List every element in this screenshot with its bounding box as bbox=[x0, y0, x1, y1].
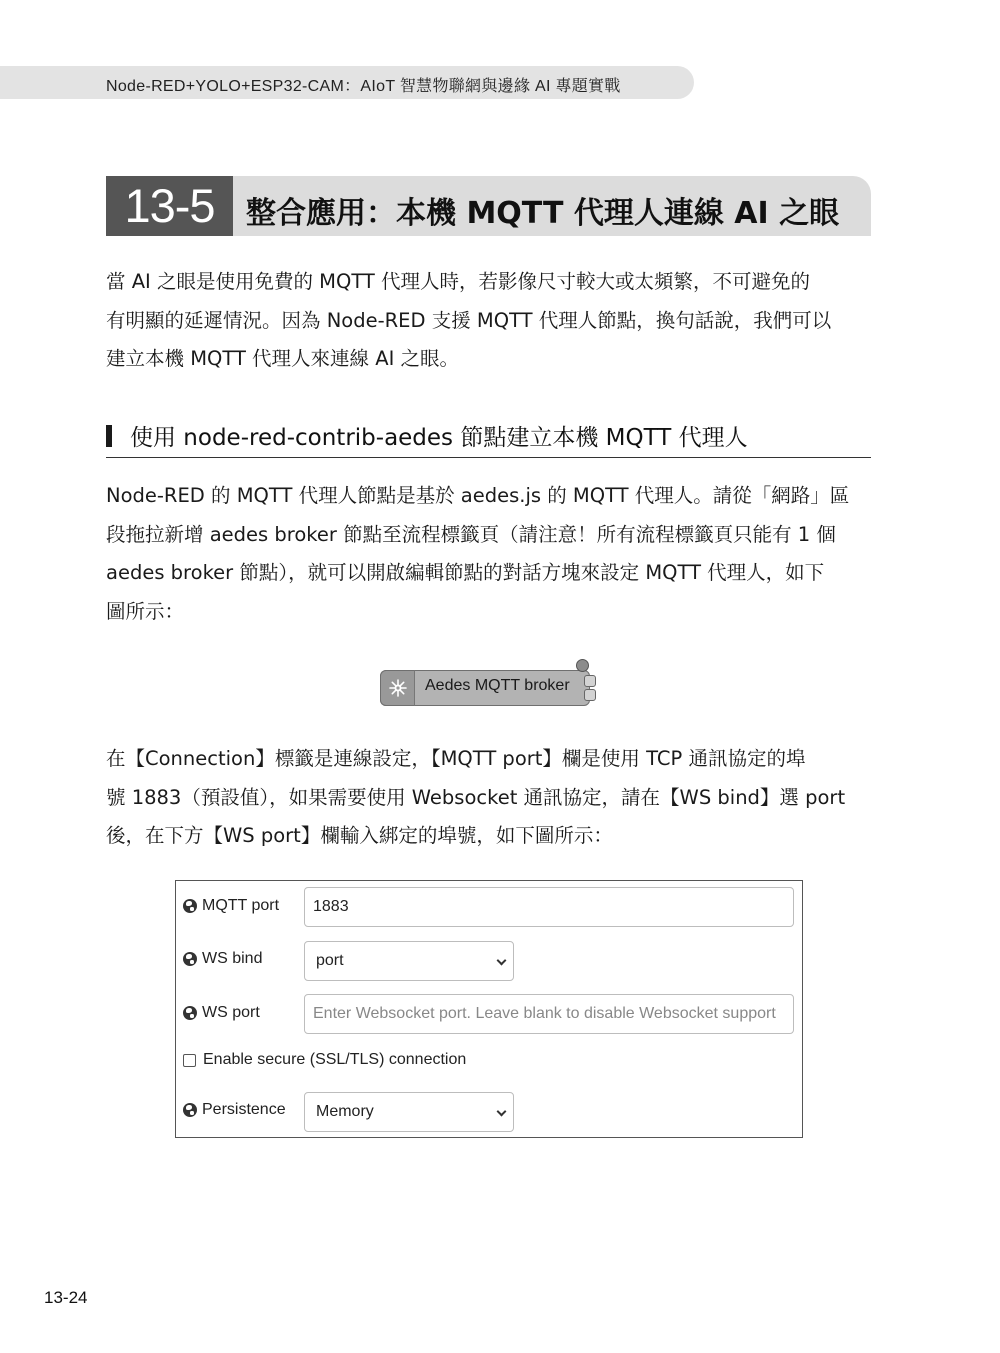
node-status-indicator bbox=[576, 659, 589, 672]
node-label: Aedes MQTT broker bbox=[425, 677, 570, 694]
paragraph-line: 號 1883（預設值），如果需要使用 Websocket 通訊協定，請在【WS bind】選 port bbox=[106, 785, 846, 809]
intro-line: 建立本機 MQTT 代理人來連線 AI 之眼。 bbox=[106, 347, 460, 370]
intro-paragraph bbox=[106, 263, 872, 379]
ws-port-input[interactable]: Enter Websocket port. Leave blank to disable Websocket support bbox=[304, 994, 794, 1034]
ws-port-label bbox=[183, 1004, 260, 1022]
paragraph-line: aedes broker 節點），就可以開啟編輯節點的對話方塊來設定 MQTT 代理人，如下 bbox=[106, 561, 825, 584]
page-number: 13-24 bbox=[44, 1288, 88, 1307]
section-heading: 整合應用：本機 MQTT 代理人連線 AI 之眼 bbox=[246, 196, 840, 231]
persistence-select[interactable] bbox=[304, 1092, 514, 1132]
chevron-down-icon bbox=[497, 1107, 507, 1117]
mqtt-port-label-text: MQTT port bbox=[202, 897, 280, 914]
intro-line: 當 AI 之眼是使用免費的 MQTT 代理人時，若影像尺寸較大或太頻繁，不可避免的 bbox=[106, 270, 811, 293]
persistence-label bbox=[183, 1101, 286, 1119]
persistence-label-text: Persistence bbox=[202, 1101, 286, 1118]
running-header bbox=[0, 66, 694, 99]
aedes-broker-node[interactable] bbox=[380, 670, 590, 706]
running-header-text: Node-RED+YOLO+ESP32-CAM：AIoT 智慧物聯網與邊緣 AI 專題實戰 bbox=[106, 78, 621, 95]
subheading-marker bbox=[106, 425, 112, 447]
secure-connection-label: Enable secure (SSL/TLS) connection bbox=[203, 1051, 467, 1068]
globe-icon bbox=[183, 952, 197, 966]
secure-connection-option[interactable] bbox=[183, 1051, 466, 1069]
ws-bind-select[interactable] bbox=[304, 941, 514, 981]
section-number-box bbox=[106, 176, 233, 236]
paragraph-line: 圖所示： bbox=[106, 599, 185, 623]
mqtt-port-input[interactable]: 1883 bbox=[304, 887, 794, 927]
paragraph-connection bbox=[106, 740, 872, 856]
globe-icon bbox=[183, 1006, 197, 1020]
node-output-port[interactable] bbox=[584, 675, 596, 687]
globe-icon bbox=[183, 1103, 197, 1117]
secure-connection-checkbox[interactable] bbox=[183, 1054, 196, 1067]
paragraph-line: 段拖拉新增 aedes broker 節點至流程標籤頁（請注意！所有流程標籤頁只能有 1 個 bbox=[106, 522, 836, 546]
ws-port-label-text: WS port bbox=[202, 1004, 260, 1021]
subheading bbox=[106, 418, 871, 458]
globe-icon bbox=[183, 899, 197, 913]
node-icon-area bbox=[380, 670, 415, 706]
section-number: 13-5 bbox=[124, 179, 215, 232]
mqtt-port-label bbox=[183, 897, 279, 915]
paragraph-line: 在【Connection】標籤是連線設定，【MQTT port】欄是使用 TCP 通訊協定的埠 bbox=[106, 747, 806, 770]
connection-settings-form bbox=[175, 880, 803, 1138]
section-title bbox=[106, 176, 871, 236]
persistence-selected-value: Memory bbox=[316, 1103, 374, 1120]
ws-bind-label bbox=[183, 950, 262, 968]
ws-bind-selected-value: port bbox=[316, 952, 344, 969]
paragraph-line: Node-RED 的 MQTT 代理人節點是基於 aedes.js 的 MQTT 代理人。請從「網路」區 bbox=[106, 484, 850, 507]
intro-line: 有明顯的延遲情況。因為 Node-RED 支援 MQTT 代理人節點，換句話說，我們可以 bbox=[106, 308, 832, 332]
node-output-port[interactable] bbox=[584, 689, 596, 701]
paragraph-aedes bbox=[106, 477, 872, 631]
subheading-text: 使用 node-red-contrib-aedes 節點建立本機 MQTT 代理人 bbox=[130, 425, 748, 451]
broker-icon bbox=[388, 678, 408, 698]
ws-bind-label-text: WS bind bbox=[202, 950, 263, 967]
chevron-down-icon bbox=[497, 956, 507, 966]
paragraph-line: 後，在下方【WS port】欄輸入綁定的埠號，如下圖所示： bbox=[106, 824, 613, 847]
